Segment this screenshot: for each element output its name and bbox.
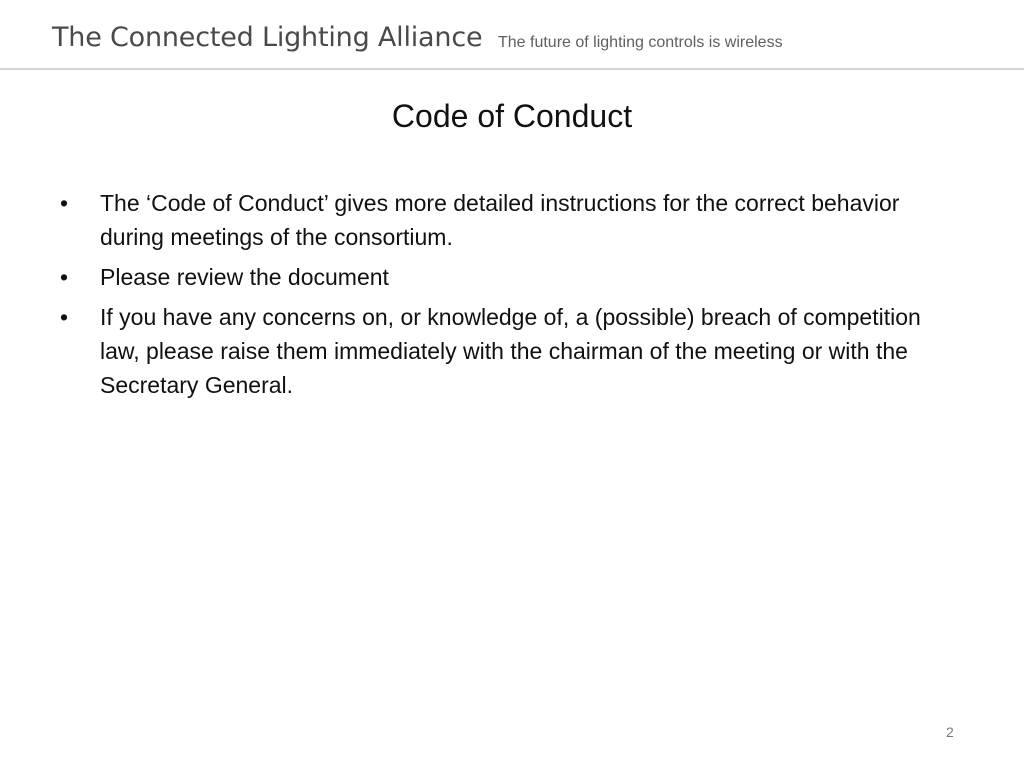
bullet-list <box>60 186 960 408</box>
header-divider <box>0 68 1024 70</box>
bullet-marker: • <box>60 304 69 330</box>
page-number: 2 <box>946 724 954 740</box>
bullet-item <box>60 260 960 294</box>
slide-title: Code of Conduct <box>391 98 633 134</box>
bullet-text: The ‘Code of Conduct’ gives more detailed instructions for the correct behavior during meetings of the consortium. <box>100 190 900 250</box>
bullet-marker: • <box>60 264 69 290</box>
bullet-text: Please review the document <box>100 264 389 290</box>
bullet-item <box>60 186 960 254</box>
bullet-marker: • <box>60 190 69 216</box>
header-tagline: The future of lighting controls is wireless <box>498 34 783 51</box>
bullet-item <box>60 300 960 402</box>
slide-header <box>0 0 1024 70</box>
bullet-text: If you have any concerns on, or knowledge of, a (possible) breach of competition law, please raise them immediately with the chairman of the meeting or with the Secretary General. <box>100 304 921 398</box>
brand-logo-text: The Connected Lighting Alliance <box>52 22 483 53</box>
